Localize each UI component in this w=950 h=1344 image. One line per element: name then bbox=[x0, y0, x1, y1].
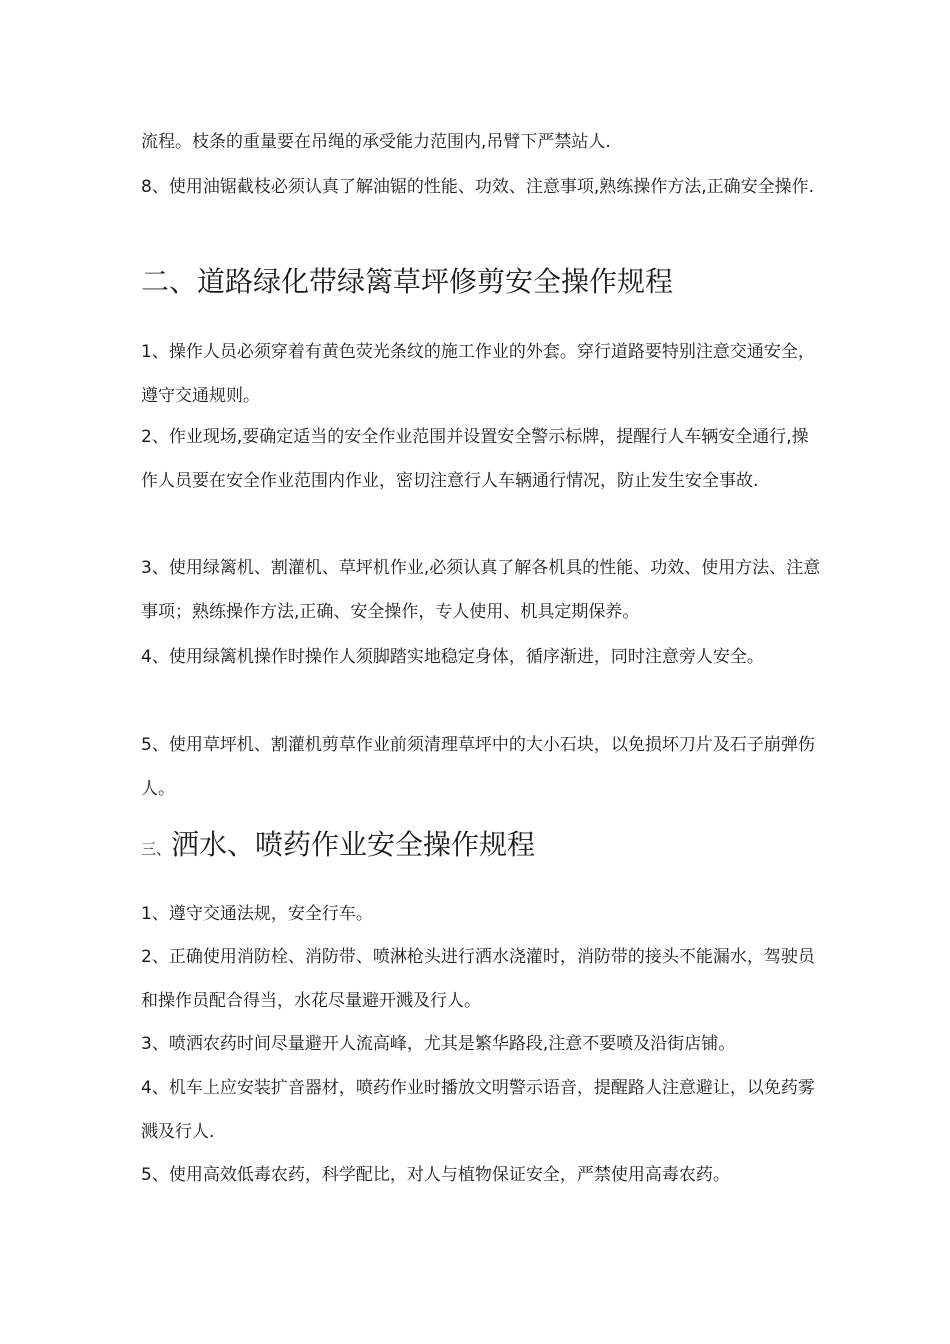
section-3-item-5: 5、使用高效低毒农药，科学配比，对人与植物保证安全，严禁使用高毒农药。 bbox=[141, 1165, 730, 1185]
continuation-paragraph: 流程。枝条的重量要在吊绳的承受能力范围内,吊臂下严禁站人. bbox=[141, 132, 611, 152]
section-2-item-4: 4、使用绿篱机操作时操作人须脚踏实地稳定身体，循序渐进，同时注意旁人安全。 bbox=[141, 647, 764, 667]
section-3-item-3: 3、喷洒农药时间尽量避开人流高峰，尤其是繁华路段,注意不要喷及沿街店铺。 bbox=[141, 1034, 736, 1054]
section-3-number: 三、 bbox=[141, 840, 172, 858]
section-2-item-3: 3、使用绿篱机、割灌机、草坪机作业,必须认真了解各机具的性能、功效、使用方法、注意事项；熟练操作方法,正确、安全操作，专人使用、机具定期保养。 bbox=[141, 558, 821, 622]
section-3-heading bbox=[141, 825, 535, 869]
item-8-paragraph: 8、使用油锯截枝必须认真了解油锯的性能、功效、注意事项,熟练操作方法,正确安全操作. bbox=[141, 177, 815, 197]
section-3-item-2: 2、正确使用消防栓、消防带、喷淋枪头进行洒水浇灌时，消防带的接头不能漏水，驾驶员和操作员配合得当，水花尽量避开溅及行人。 bbox=[141, 947, 815, 1011]
section-3-title: 洒水、喷药作业安全操作规程 bbox=[171, 828, 536, 861]
section-2-item-5: 5、使用草坪机、割灌机剪草作业前须清理草坪中的大小石块，以免损坏刀片及石子崩弹伤人。 bbox=[141, 735, 815, 799]
section-2-item-1: 1、操作人员必须穿着有黄色荧光条纹的施工作业的外套。穿行道路要特别注意交通安全，遵守交通规则。 bbox=[141, 342, 815, 406]
section-2-item-2: 2、作业现场,要确定适当的安全作业范围并设置安全警示标牌，提醒行人车辆安全通行,操作人员要在安全作业范围内作业，密切注意行人车辆通行情况，防止发生安全事故. bbox=[141, 427, 809, 491]
section-2-heading: 二、道路绿化带绿篱草坪修剪安全操作规程 bbox=[141, 265, 674, 298]
section-3-item-1: 1、遵守交通法规，安全行车。 bbox=[141, 904, 373, 924]
section-3-item-4: 4、机车上应安装扩音器材，喷药作业时播放文明警示语音，提醒路人注意避让，以免药雾溅及行人. bbox=[141, 1078, 815, 1142]
